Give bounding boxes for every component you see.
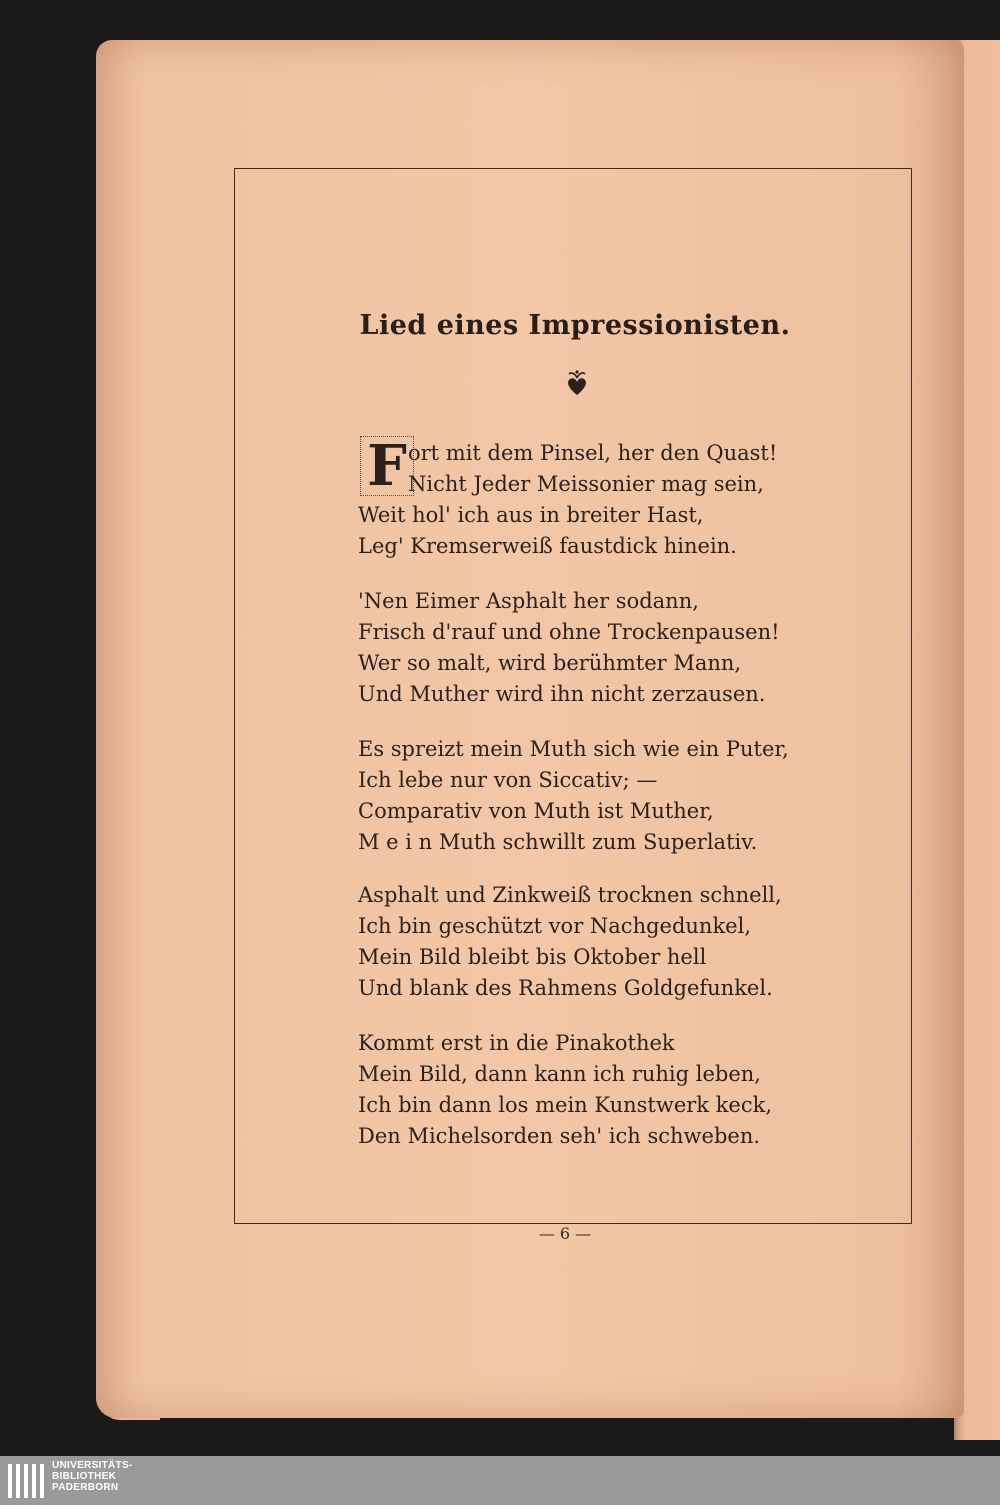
verse-line: Weit hol' ich aus in breiter Hast, (358, 503, 704, 527)
page-number: — 6 — (538, 1224, 592, 1243)
verse-line: Kommt erst in die Pinakothek (358, 1031, 675, 1055)
library-footer (0, 1456, 1000, 1505)
verse-line: Asphalt und Zinkweiß trocknen schnell, (358, 883, 782, 907)
verse-line: Mein Bild, dann kann ich ruhig leben, (358, 1062, 761, 1086)
verse-line: Und blank des Rahmens Goldgefunkel. (358, 976, 773, 1000)
stanza-4 (358, 880, 818, 1004)
verse-line: Leg' Kremserweiß faustdick hinein. (358, 534, 737, 558)
university-logo-icon (6, 1460, 48, 1502)
verse-line: M e i n Muth schwillt zum Superlativ. (358, 830, 758, 854)
poem-title: Lied eines Impressionisten. (359, 310, 791, 341)
fleuron-icon (562, 368, 592, 398)
verse-line: Comparativ von Muth ist Muther, (358, 799, 714, 823)
library-name (52, 1460, 133, 1493)
stanza-3 (358, 734, 818, 858)
library-line: UNIVERSITÄTS- (52, 1460, 133, 1471)
drop-cap: F (360, 436, 414, 496)
verse-line: Es spreizt mein Muth sich wie ein Puter, (358, 737, 789, 761)
library-line: PADERBORN (52, 1482, 119, 1493)
stanza-5 (358, 1028, 818, 1152)
verse-line: Den Michelsorden seh' ich schweben. (358, 1124, 761, 1148)
verse-line: Mein Bild bleibt bis Oktober hell (358, 945, 707, 969)
verse-line: Nicht Jeder Meissonier mag sein, (408, 472, 764, 496)
verse-line: Wer so malt, wird berühmter Mann, (358, 651, 742, 675)
stanza-1 (358, 438, 818, 562)
verse-line: Ich lebe nur von Siccativ; — (358, 768, 658, 792)
verse-line: Ich bin dann los mein Kunstwerk keck, (358, 1093, 773, 1117)
verse-line: 'Nen Eimer Asphalt her sodann, (358, 589, 699, 613)
verse-line: Und Muther wird ihn nicht zerzausen. (358, 682, 766, 706)
verse-line: Ich bin geschützt vor Nachgedunkel, (358, 914, 752, 938)
stanza-2 (358, 586, 818, 710)
verse-line: ort mit dem Pinsel, her den Quast! (408, 441, 778, 465)
library-line: BIBLIOTHEK (52, 1471, 117, 1482)
verse-line: Frisch d'rauf und ohne Trockenpausen! (358, 620, 780, 644)
